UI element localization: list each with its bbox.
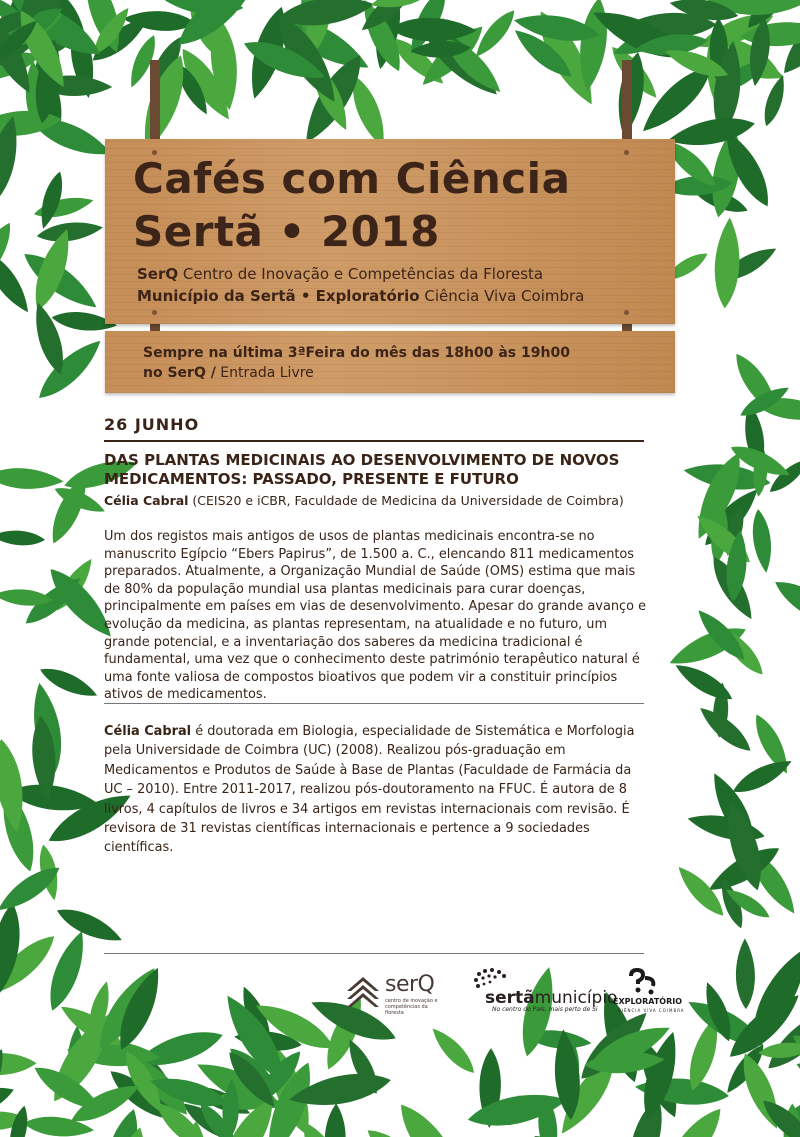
bio-text: é doutorada em Biologia, especialidade de Sistemática e Morfologia pela Universidade de Coimbra (UC) (2008). Realizou pós-graduação em Medicamentos e Produtos de Saúde à Base de Plantas (Faculdade de Farmácia da UC – 2010). Entre 2011-2017, realizou pós-doutoramento na FFUC. É autora de 8 livros, 4 capítulos de livros e 34 artigos em revistas internacionais com revisão. É revisora de 31 revistas científicas internacionais e pertence a 9 sociedades científicas. (104, 724, 635, 856)
poster-title (133, 152, 570, 258)
organizer-2-bold: Município da Sertã • Exploratório (137, 287, 420, 305)
leaf (749, 508, 774, 574)
nail (624, 150, 629, 155)
organizer-2-rest: Ciência Viva Coimbra (419, 287, 585, 305)
talk-title: DAS PLANTAS MEDICINAIS AO DESENVOLVIMENTO DE NOVOS MEDICAMENTOS: PASSADO, PRESENTE E FUTURO (104, 451, 620, 488)
title-line-2: Sertã • 2018 (133, 207, 440, 256)
nail (152, 310, 157, 315)
organizers (137, 263, 584, 307)
schedule (143, 343, 570, 383)
serta-logo-text (485, 988, 617, 1008)
serta-logo-tagline: No centro do País, mais perto de Si (492, 1006, 598, 1013)
schedule-entry: Entrada Livre (215, 365, 314, 381)
speaker-bio (104, 722, 649, 858)
speaker-name: Célia Cabral (104, 493, 189, 508)
exploratorio-logo-icon (625, 968, 661, 996)
leaf (759, 73, 789, 128)
leaf (32, 192, 95, 222)
leaf (323, 1103, 346, 1137)
exploratorio-logo-text: EXPLORATÓRIO (613, 997, 683, 1006)
leaf (712, 217, 742, 309)
speaker (104, 493, 624, 508)
serta-dots-icon (470, 968, 510, 990)
schedule-where: no SerQ / (143, 365, 216, 381)
leaf (390, 1096, 473, 1137)
nail (624, 310, 629, 315)
abstract: Um dos registos mais antigos de usos de plantas medicinais encontra-se no manuscrito Egípcio “Ebers Papirus”, de 1.500 a. C., elencando 811 medicamentos preparados. Atualmente, a Organização Mundial de Saúde (OMS) estima que mais de 80% da população mundial usa plantas medicinais para curar doenças, principalmente em países em vias de desenvolvimento. Apesar do grande avanço e evolução da medicina, as plantas representam, na atualidade e no futuro, um grande potencial, e a inventariação dos saberes da medicina tradicional é fundamental, uma vez que o conhecimento deste património terapêutico natural é uma fonte valiosa de compostos bioativos que podem vir a constituir princípios ativos de medicamentos. (104, 529, 647, 703)
leaf (0, 466, 64, 492)
leaf (792, 1052, 800, 1110)
divider (104, 953, 644, 954)
organizer-line-2 (137, 285, 584, 307)
serta-rest: município (534, 988, 618, 1008)
leaf (769, 572, 800, 636)
serq-logo-text: serQ (385, 972, 435, 997)
leaf (672, 861, 730, 922)
schedule-line-1 (143, 343, 570, 363)
leaf (0, 529, 46, 547)
event-date: 26 JUNHO (104, 415, 200, 434)
leaf (735, 938, 755, 1009)
serq-logo-icon (345, 975, 381, 1011)
leaf (53, 902, 126, 949)
schedule-line-2 (143, 363, 570, 383)
organizer-line-1 (137, 263, 584, 285)
divider (104, 440, 644, 442)
serta-bold: sertã (485, 988, 535, 1008)
serq-logo-tagline: centro de inovação e competências da floresta (385, 998, 438, 1016)
organizer-1-rest: Centro de Inovação e Competências da Floresta (178, 265, 544, 283)
divider (104, 703, 644, 704)
exploratorio-logo-tagline: CIÊNCIA VIVA COIMBRA (618, 1008, 685, 1013)
organizer-1-bold: SerQ (137, 265, 179, 283)
speaker-affiliation: (CEIS20 e iCBR, Faculdade de Medicina da Universidade de Coimbra) (188, 493, 624, 508)
title-line-1: Cafés com Ciência (133, 154, 571, 203)
bio-name: Célia Cabral (104, 724, 192, 739)
leaf (427, 1023, 480, 1078)
schedule-when: Sempre na última 3ªFeira do mês das 18h00 às 19h00 (143, 345, 570, 361)
leaf (0, 1052, 37, 1076)
